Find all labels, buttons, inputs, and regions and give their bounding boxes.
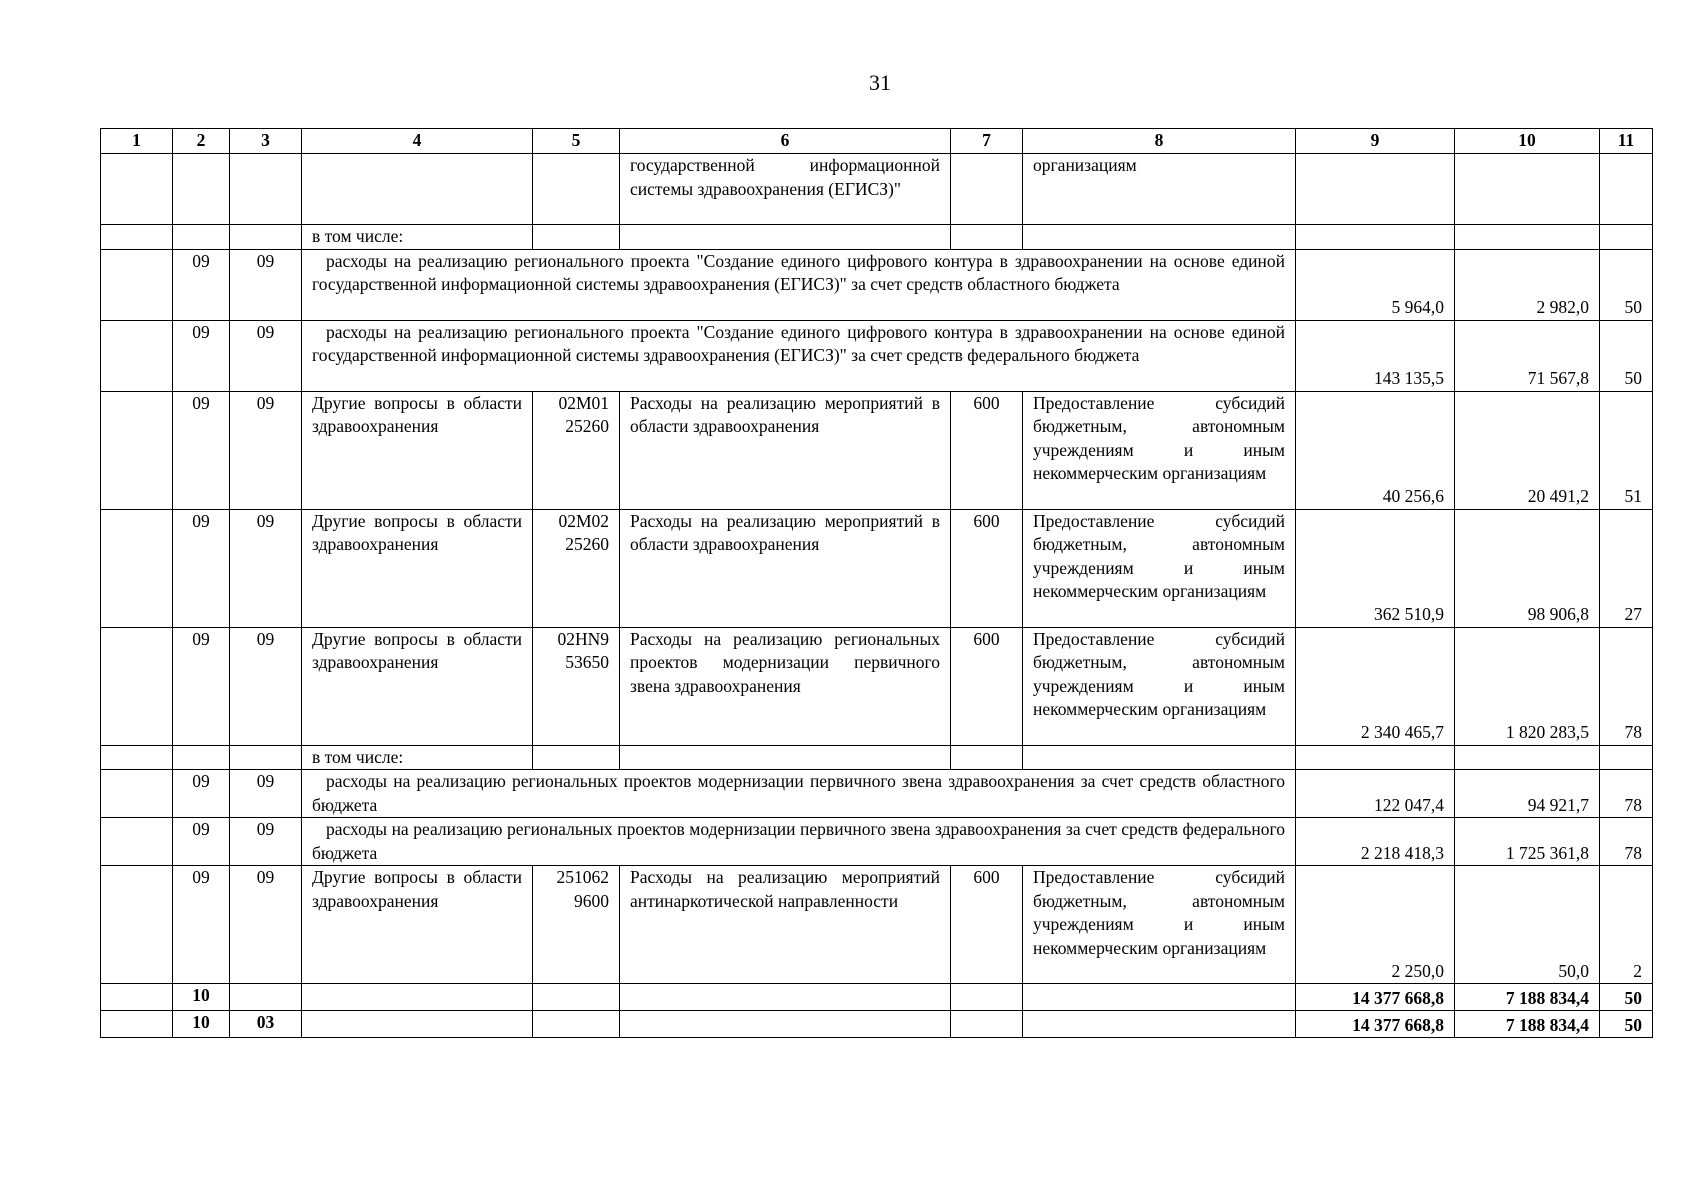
cell-subsection: 03 [230, 1011, 302, 1038]
cell-label: в том числе: [302, 225, 533, 250]
cell-percent: 50 [1600, 249, 1653, 320]
col-header-11: 11 [1600, 129, 1653, 154]
col-header-9: 9 [1296, 129, 1455, 154]
table-row [101, 249, 1653, 320]
cell-subsection: 09 [230, 627, 302, 745]
col-header-5: 5 [533, 129, 620, 154]
cell-amount-actual: 1 725 361,8 [1455, 818, 1600, 866]
cell-amount-actual: 71 567,8 [1455, 320, 1600, 391]
cell-expense-code: 600 [951, 866, 1023, 984]
cell-amount-actual: 7 188 834,4 [1455, 984, 1600, 1011]
cell-amount-actual: 7 188 834,4 [1455, 1011, 1600, 1038]
cell-span-text: расходы на реализацию регионального проекта "Создание единого цифрового контура в здравоохранении на основе единой государственной информационной системы здравоохранения (ЕГИСЗ)" за счет средств федерального бюджета [302, 320, 1296, 391]
table-row [101, 745, 1653, 770]
cell-subsection [230, 984, 302, 1011]
cell-subsection: 09 [230, 391, 302, 509]
code-part: 02НN9 [557, 628, 609, 649]
col-header-3: 3 [230, 129, 302, 154]
cell-span-text: расходы на реализацию региональных проектов модернизации первичного звена здравоохранения за счет средств областного бюджета [302, 770, 1296, 818]
cell-percent: 27 [1600, 509, 1653, 627]
total-row [101, 984, 1653, 1011]
cell-section-name: Другие вопросы в области здравоохранения [302, 627, 533, 745]
cell-span-text: расходы на реализацию регионального проекта "Создание единого цифрового контура в здравоохранении на основе единой государственной информационной системы здравоохранения (ЕГИСЗ)" за счет средств областного бюджета [302, 249, 1296, 320]
cell-percent: 78 [1600, 770, 1653, 818]
cell-section-name: Другие вопросы в области здравоохранения [302, 509, 533, 627]
cell-percent: 78 [1600, 627, 1653, 745]
col-header-7: 7 [951, 129, 1023, 154]
cell-subsection: 09 [230, 818, 302, 866]
col-header-10: 10 [1455, 129, 1600, 154]
cell-amount-plan: 14 377 668,8 [1296, 1011, 1455, 1038]
cell-purpose: государственной информационной системы здравоохранения (ЕГИСЗ)" [620, 154, 951, 225]
cell-amount-plan: 143 135,5 [1296, 320, 1455, 391]
cell-expense-type: Предоставление субсидий бюджетным, автономным учреждениям и иным некоммерческим организациям [1023, 391, 1296, 509]
cell-expense-code: 600 [951, 627, 1023, 745]
cell-amount-plan: 362 510,9 [1296, 509, 1455, 627]
table-row [101, 320, 1653, 391]
cell-purpose: Расходы на реализацию мероприятий в области здравоохранения [620, 509, 951, 627]
code-part: 02М01 [558, 392, 609, 413]
cell-section: 09 [173, 391, 230, 509]
cell-amount-plan: 14 377 668,8 [1296, 984, 1455, 1011]
cell-amount-actual: 94 921,7 [1455, 770, 1600, 818]
cell-section: 10 [173, 984, 230, 1011]
cell-subsection: 09 [230, 509, 302, 627]
table-row [101, 509, 1653, 627]
cell-expense-code: 600 [951, 509, 1023, 627]
cell-percent: 51 [1600, 391, 1653, 509]
code-part: 25260 [565, 416, 609, 436]
cell-section: 09 [173, 627, 230, 745]
cell-subsection: 09 [230, 320, 302, 391]
table-row [101, 225, 1653, 250]
cell-amount-plan: 2 340 465,7 [1296, 627, 1455, 745]
code-part: 9600 [574, 890, 609, 911]
cell-target-code [533, 509, 620, 627]
cell-label: в том числе: [302, 745, 533, 770]
total-row [101, 1011, 1653, 1038]
cell-amount-actual: 2 982,0 [1455, 249, 1600, 320]
cell-section: 09 [173, 866, 230, 984]
table-row [101, 818, 1653, 866]
cell-amount-actual: 20 491,2 [1455, 391, 1600, 509]
cell-section: 09 [173, 770, 230, 818]
cell-purpose: Расходы на реализацию региональных проектов модернизации первичного звена здравоохранения [620, 627, 951, 745]
cell-expense-type: организациям [1023, 154, 1296, 225]
code-part: 53650 [565, 652, 609, 672]
table-row [101, 154, 1653, 225]
cell-amount-actual: 50,0 [1455, 866, 1600, 984]
code-part: 251062 [556, 867, 609, 887]
cell-section: 09 [173, 818, 230, 866]
table-row [101, 391, 1653, 509]
cell-percent: 50 [1600, 320, 1653, 391]
cell-amount-plan: 2 250,0 [1296, 866, 1455, 984]
cell-section: 09 [173, 249, 230, 320]
table-row [101, 866, 1653, 984]
cell-amount-plan: 40 256,6 [1296, 391, 1455, 509]
col-header-6: 6 [620, 129, 951, 154]
cell-target-code [533, 627, 620, 745]
cell-expense-type: Предоставление субсидий бюджетным, автономным учреждениям и иным некоммерческим организациям [1023, 627, 1296, 745]
cell-percent: 50 [1600, 984, 1653, 1011]
cell-purpose: Расходы на реализацию мероприятий антинаркотической направленности [620, 866, 951, 984]
page-number: 31 [869, 70, 891, 95]
cell-percent: 2 [1600, 866, 1653, 984]
cell-amount-actual: 1 820 283,5 [1455, 627, 1600, 745]
cell-expense-type: Предоставление субсидий бюджетным, автономным учреждениям и иным некоммерческим организациям [1023, 866, 1296, 984]
table-row [101, 627, 1653, 745]
cell-purpose: Расходы на реализацию мероприятий в области здравоохранения [620, 391, 951, 509]
cell-section: 09 [173, 509, 230, 627]
cell-expense-type: Предоставление субсидий бюджетным, автономным учреждениям и иным некоммерческим организациям [1023, 509, 1296, 627]
code-part: 02М02 [558, 510, 609, 531]
col-header-4: 4 [302, 129, 533, 154]
cell-percent: 78 [1600, 818, 1653, 866]
cell-subsection: 09 [230, 866, 302, 984]
header-row [101, 129, 1653, 154]
col-header-8: 8 [1023, 129, 1296, 154]
cell-section-name: Другие вопросы в области здравоохранения [302, 391, 533, 509]
cell-target-code [533, 866, 620, 984]
cell-subsection: 09 [230, 249, 302, 320]
col-header-1: 1 [101, 129, 173, 154]
cell-target-code [533, 391, 620, 509]
cell-subsection: 09 [230, 770, 302, 818]
cell-section: 10 [173, 1011, 230, 1038]
cell-percent: 50 [1600, 1011, 1653, 1038]
cell-expense-code: 600 [951, 391, 1023, 509]
cell-span-text: расходы на реализацию региональных проектов модернизации первичного звена здравоохранения за счет средств федерального бюджета [302, 818, 1296, 866]
cell-section: 09 [173, 320, 230, 391]
table-row [101, 770, 1653, 818]
cell-section-name: Другие вопросы в области здравоохранения [302, 866, 533, 984]
cell-amount-plan: 122 047,4 [1296, 770, 1455, 818]
cell-amount-actual: 98 906,8 [1455, 509, 1600, 627]
budget-table [100, 128, 1653, 1038]
code-part: 25260 [565, 534, 609, 554]
cell-amount-plan: 2 218 418,3 [1296, 818, 1455, 866]
cell-amount-plan: 5 964,0 [1296, 249, 1455, 320]
col-header-2: 2 [173, 129, 230, 154]
